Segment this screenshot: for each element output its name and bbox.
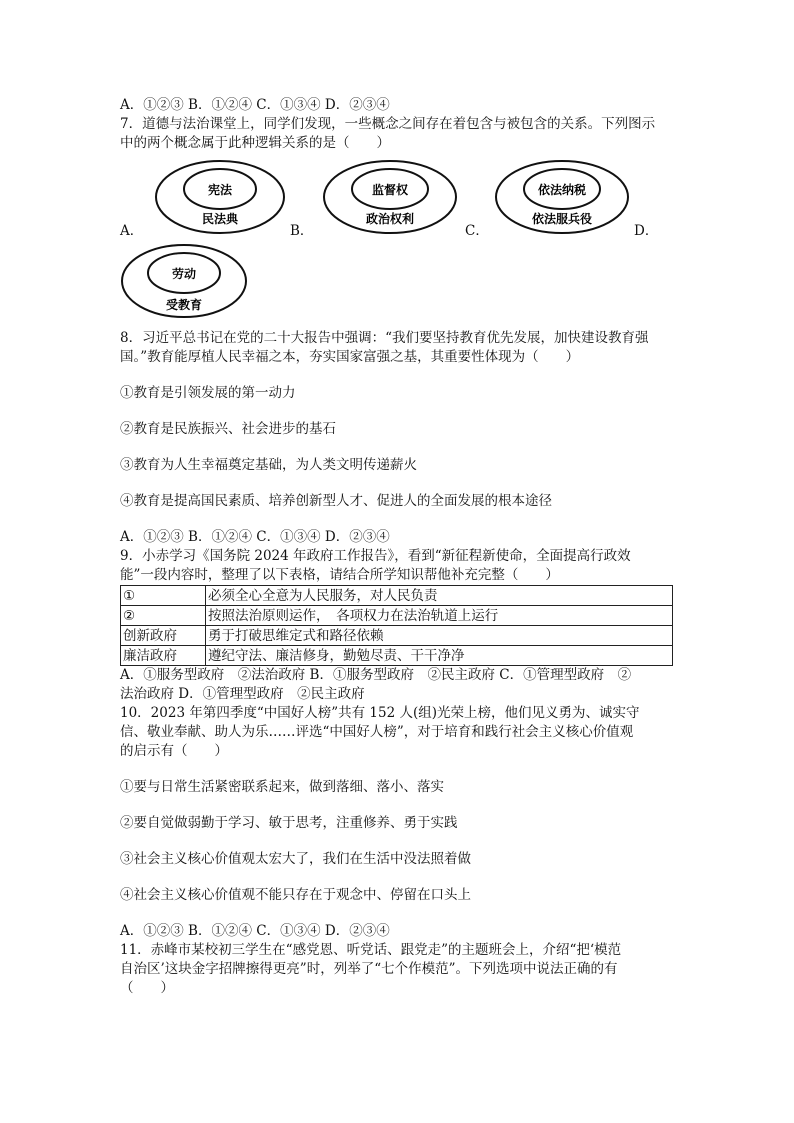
- table-cell: ①: [121, 586, 206, 606]
- diagram-c: [494, 159, 630, 235]
- q8-item-4: ④教育是提高国民素质、培养创新型人才、促进人的全面发展的根本途径: [120, 493, 552, 509]
- q9-options-line1: A．①服务型政府 ②法治政府 B．①服务型政府 ②民主政府 C．①管理型政府 ②: [120, 667, 632, 683]
- diagram-d: [120, 243, 248, 319]
- q7-stem-line2: 中的两个概念属于此种逻辑关系的是（ ）: [120, 135, 390, 151]
- q9-options-line2: 法治政府 D．①管理型政府 ②民主政府: [120, 686, 365, 702]
- diagram-a-inner: 宪法: [207, 183, 233, 197]
- table-cell: 廉洁政府: [121, 646, 206, 666]
- diagram-c-inner: 依法纳税: [537, 183, 587, 197]
- q11-stem-line2: 自治区’这块金字招牌擦得更亮”时，列举了“七个作模范”。下列选项中说法正确的有: [120, 961, 618, 977]
- q7-stem-line1: 7．道德与法治课堂上，同学们发现，一些概念之间存在着包含与被包含的关系。下列图示: [120, 116, 656, 132]
- diagram-a-outer: 民法典: [201, 212, 239, 226]
- diagram-b-label: B．: [290, 223, 314, 239]
- table-cell: 勇于打破思维定式和路径依赖: [206, 626, 673, 646]
- diagram-c-outer: 依法服兵役: [531, 212, 593, 226]
- q6-options: A．①②③ B．①②④ C．①③④ D．②③④: [120, 97, 390, 113]
- q8-item-2: ②教育是民族振兴、社会进步的基石: [120, 421, 336, 437]
- q10-item-2: ②要自觉做弱勤于学习、敏于思考，注重修养、勇于实践: [120, 815, 458, 831]
- q10-options: A．①②③ B．①②④ C．①③④ D．②③④: [120, 923, 390, 939]
- diagram-a: [154, 159, 286, 235]
- table-row: [121, 646, 673, 666]
- q8-item-3: ③教育为人生幸福奠定基础，为人类文明传递薪火: [120, 457, 417, 473]
- q8-options: A．①②③ B．①②④ C．①③④ D．②③④: [120, 529, 390, 545]
- q11-stem-line1: 11．赤峰市某校初三学生在“感党恩、听党话、跟党走”的主题班会上，介绍“把‘模范: [120, 942, 622, 958]
- diagram-c-label: C．: [465, 223, 489, 239]
- diagram-b: [322, 159, 458, 235]
- q10-stem-line2: 信、敬业奉献、助人为乐……评选“中国好人榜”，对于培育和践行社会主义核心价值观: [120, 724, 634, 740]
- q10-stem-line1: 10．2023 年第四季度“中国好人榜”共有 152 人(组)光荣上榜，他们见义勇为、诚实守: [120, 705, 640, 721]
- table-cell: 必须全心全意为人民服务，对人民负责: [206, 586, 673, 606]
- diagram-a-label: A．: [120, 223, 144, 239]
- table-cell: 创新政府: [121, 626, 206, 646]
- q9-stem-line1: 9．小赤学习《国务院 2024 年政府工作报告》，看到“新征程新使命，全面提高行政效: [120, 548, 631, 564]
- q8-stem-line1: 8．习近平总书记在党的二十大报告中强调：“我们要坚持教育优先发展，加快建设教育强: [120, 330, 649, 346]
- table-row: [121, 626, 673, 646]
- table-cell: ②: [121, 606, 206, 626]
- q8-item-1: ①教育是引领发展的第一动力: [120, 385, 296, 401]
- q9-stem-line2: 能”一段内容时，整理了以下表格，请结合所学知识帮他补充完整（ ）: [120, 567, 559, 583]
- q10-item-3: ③社会主义核心价值观太宏大了，我们在生活中没法照着做: [120, 851, 471, 867]
- table-row: [121, 586, 673, 606]
- q10-item-1: ①要与日常生活紧密联系起来，做到落细、落小、落实: [120, 779, 444, 795]
- q10-stem-line3: 的启示有（ ）: [120, 743, 228, 759]
- diagram-d-label: D．: [634, 223, 659, 239]
- exam-page: [120, 96, 675, 998]
- q8-stem-line2: 国。”教育能厚植人民幸福之本，夯实国家富强之基，其重要性体现为（ ）: [120, 349, 580, 365]
- q11-stem-line3: （ ）: [120, 980, 174, 996]
- diagram-d-inner: 劳动: [171, 267, 197, 281]
- q7-diagrams: [120, 157, 675, 329]
- table-row: [121, 606, 673, 626]
- diagram-b-outer: 政治权利: [365, 212, 415, 226]
- table-cell: 遵纪守法、廉洁修身，勤勉尽责、干干净净: [206, 646, 673, 666]
- table-cell: 按照法治原则运作， 各项权力在法治轨道上运行: [206, 606, 673, 626]
- diagram-b-inner: 监督权: [371, 183, 409, 197]
- diagram-d-outer: 受教育: [165, 298, 203, 312]
- q10-item-4: ④社会主义核心价值观不能只存在于观念中、停留在口头上: [120, 887, 471, 903]
- q9-table: [120, 585, 673, 666]
